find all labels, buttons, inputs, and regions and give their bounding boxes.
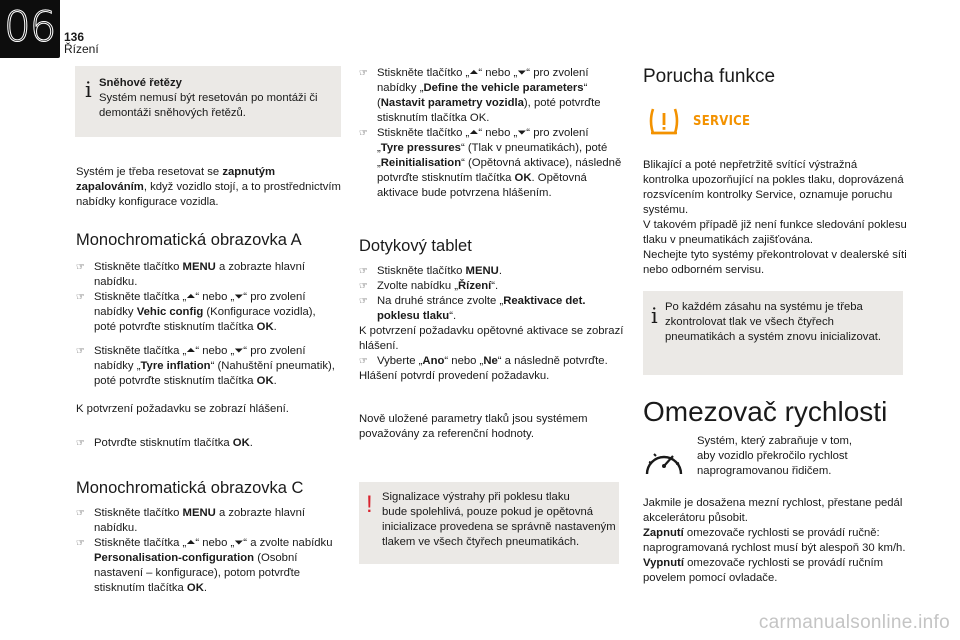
arrow-bullet-icon: ☞ bbox=[76, 346, 85, 357]
service-warning-label: SERVICE bbox=[693, 114, 751, 129]
touch-confirm: K potvrzení požadavku opětovné aktivace se zobrazí hlášení. bbox=[359, 325, 624, 352]
info-icon: i bbox=[85, 78, 92, 102]
touch-result: Hlášení potvrdí provedení požadavku. bbox=[359, 370, 550, 382]
tyre-pressure-warning-icon bbox=[647, 106, 681, 136]
fault-description: Blikající a poté nepřetržitě svítící výstražná kontrolka upozorňující na pokles tlaku, doprovázená rozsvícením kontrolky Service, oznamuje poruchu systému. V takovém případě již není funkce sledování poklesu tlaku v pneumatikách zajišťována. Nechejte tyto systémy překontrolovat v dealerské síti nebo odborném servisu. bbox=[643, 159, 907, 276]
arrow-bullet-icon: ☞ bbox=[76, 292, 85, 303]
chapter-tab bbox=[0, 0, 60, 58]
heading-mono-a: Monochromatická obrazovka A bbox=[76, 231, 302, 249]
info-icon: i bbox=[651, 304, 658, 328]
arrow-bullet-icon: ☞ bbox=[359, 356, 368, 367]
note-snow-chains: i Sněhové řetězy Systém nemusí být resetován po montáži či demontáži sněhových řetězů. bbox=[75, 66, 341, 137]
page-number: 136 bbox=[64, 30, 85, 44]
arrow-bullet-icon: ☞ bbox=[76, 508, 85, 519]
reset-intro: Systém je třeba resetovat se zapnutým zapalováním, když vozidlo stojí, a to prostřednictvím nabídky konfigurace vozidla. bbox=[76, 166, 341, 208]
watermark: carmanualsonline.info bbox=[758, 612, 950, 633]
page-section-title: Řízení bbox=[64, 42, 99, 56]
arrow-bullet-icon: ☞ bbox=[359, 128, 368, 139]
saved-values: Nově uložené parametry tlaků jsou systémem považovány za referenční hodnoty. bbox=[359, 413, 588, 440]
heading-speed-limiter: Omezovač rychlosti bbox=[643, 396, 888, 427]
arrow-bullet-icon: ☞ bbox=[76, 538, 85, 549]
note-check-pressure: i Po každém zásahu na systému je třeba zkontrolovat tlak ve všech čtyřech pneumatikách a systém znovu inicializovat. bbox=[643, 291, 903, 375]
arrow-bullet-icon: ☞ bbox=[359, 266, 368, 277]
arrow-bullet-icon: ☞ bbox=[359, 296, 368, 307]
arrow-bullet-icon: ☞ bbox=[76, 262, 85, 273]
speedometer-limiter-icon bbox=[643, 446, 687, 480]
limiter-intro: Systém, který zabraňuje v tom, aby vozidlo překročilo rychlost naprogramovanou řidičem. bbox=[697, 435, 853, 477]
confirm-message: K potvrzení požadavku se zobrazí hlášení. bbox=[76, 403, 289, 415]
warning-box: ! Signalizace výstrahy při poklesu tlaku bude spolehlivá, pouze pokud je opětovná inicializace provedena se správně nastaveným tlakem ve všech čtyřech pneumatikách. bbox=[359, 482, 619, 564]
heading-touch-tablet: Dotykový tablet bbox=[359, 237, 472, 255]
note-title: Sněhové řetězy bbox=[99, 77, 182, 89]
chapter-number: 06 bbox=[4, 2, 56, 51]
arrow-bullet-icon: ☞ bbox=[359, 281, 368, 292]
heading-fault: Porucha funkce bbox=[643, 66, 776, 87]
arrow-bullet-icon: ☞ bbox=[76, 438, 85, 449]
limiter-description: Jakmile je dosažena mezní rychlost, přestane pedál akcelerátoru působit. Zapnutí omezovače rychlosti se provádí ručně: naprogramovaná rychlost musí být alespoň 30 km/h. Vypnutí omezovače rychlosti se provádí ručním povelem pomocí ovladače. bbox=[643, 497, 906, 584]
arrow-bullet-icon: ☞ bbox=[359, 68, 368, 79]
heading-mono-c: Monochromatická obrazovka C bbox=[76, 479, 304, 497]
warning-icon: ! bbox=[366, 491, 373, 518]
